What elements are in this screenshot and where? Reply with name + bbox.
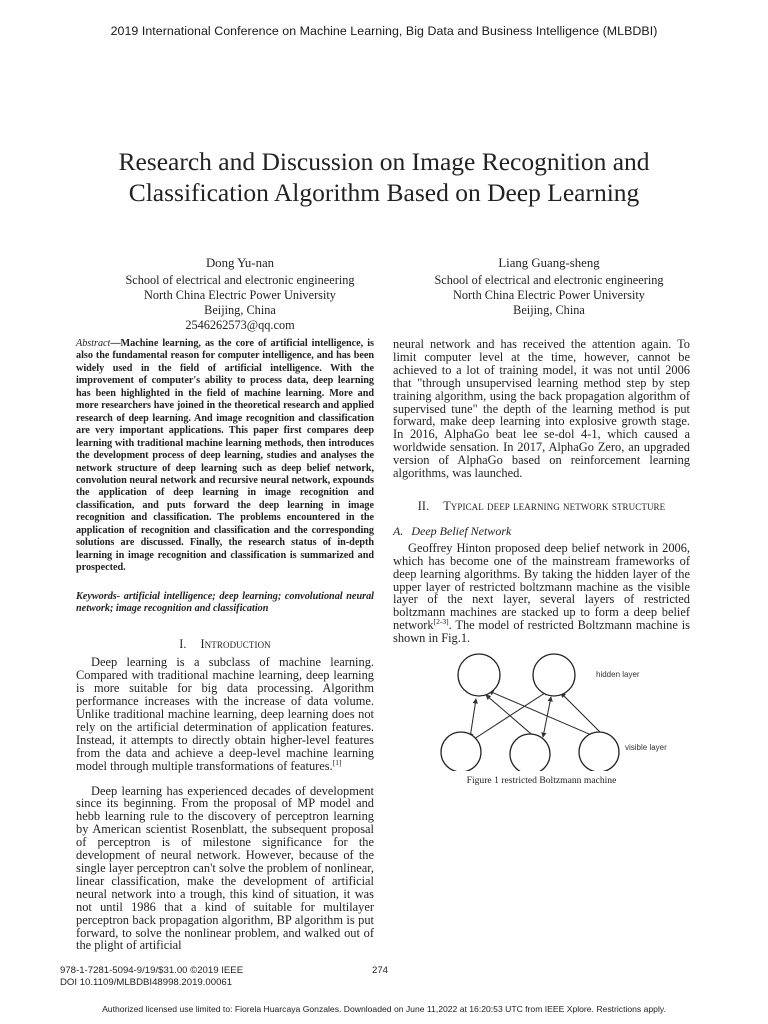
author-email: 2546262573@qq.com <box>185 318 295 332</box>
section-number: I. <box>179 636 187 651</box>
left-column <box>76 338 374 952</box>
figure-rbm <box>393 653 690 771</box>
section-heading-structure <box>393 500 690 513</box>
author-name: Dong Yu-nan <box>205 256 275 270</box>
conference-header: 2019 International Conference on Machine Learning, Big Data and Business Intelligence (MLBDBI) <box>110 24 658 38</box>
author-block-1 <box>60 256 420 333</box>
author-univ: North China Electric Power University <box>453 288 645 302</box>
paragraph-text: Geoffrey Hinton proposed deep belief network in 2006, which has become one of the mainstream frameworks of deep learning algorithms. By taking the hidden layer of the upper layer of restricted boltzmann machine as the visible layer of the next layer, several layers of restricted boltzmann machines are stacked up to form a deep belief network <box>393 540 690 633</box>
paragraph-text: Deep learning is a subclass of machine learning. Compared with traditional machine learning, deep learning is more suitable for big data processing. Algorithm performance increases with the increase of data volume. Unlike traditional machine learning, deep learning does not rely on the artificial determination of application features. Instead, it attempts to directly obtain higher-level features from the data and achieve a deep-level machine learning model through multiple transformations of features. <box>76 655 374 773</box>
author-dept: School of electrical and electronic engineering <box>434 273 664 287</box>
rbm-diagram <box>393 653 690 771</box>
edge <box>489 691 603 740</box>
hidden-layer-label: hidden layer <box>596 670 640 680</box>
footer-copyright <box>60 965 243 988</box>
paragraph-text: neural network and has received the attention again. To limit computer level at the time, however, cannot be achieved to a lot of training model, it was not until 2006 that "through unsupervised learning method step by step training algorithm, using the back propagation algorithm of supervised tune" the depth of the learning method is put forward, make deep learning into explosive growth stage. In 2016, AlphaGo beat lee se-dol 4-1, which caused a worldwide sensation. In 2017, AlphaGo Zero, an upgraded version of AlphaGo based on reinforcement learning algorithms, was launched. <box>393 337 690 481</box>
subsection-heading <box>393 525 690 538</box>
connections <box>470 691 605 741</box>
paragraph-text-tail: . The model of restricted Boltzmann machine is shown in Fig.1. <box>393 618 690 646</box>
hidden-node <box>458 654 500 696</box>
subsection-title: Deep Belief Network <box>411 523 512 538</box>
title-line-1: Research and Discussion on Image Recognition and <box>118 147 650 176</box>
abstract-text: Machine learning, as the core of artificial intelligence, is also the fundamental reason for computer intelligence, and has been widely used in the field of artificial intelligence. With the improvement of computer's ability to process data, deep learning has been highlighted in the field of machine learning. More and more researchers have joined in the theoretical research and applied research of deep learning. And image recognition and classification are very important applications. This paper first compares deep learning with traditional machine learning methods, then introduces the development process of deep learning, studies and analyses the network structure of deep learning such as deep belief network, convolution neural network and recursive neural network, expounds the application of deep learning in image recognition and classification, and puts forward the deep learning in image recognition and classification. The problems encountered in the application of recognition and classification and the corresponding solutions are discussed. Finally, the research status of in-depth learning in image recognition and classification is summarized and prospected. <box>76 338 374 574</box>
author-city: Beijing, China <box>513 303 585 317</box>
keywords <box>76 591 374 616</box>
citation: [1] <box>332 757 342 767</box>
footer-doi: DOI 10.1109/MLBDBI48998.2019.00061 <box>60 976 233 988</box>
hidden-node <box>533 654 575 696</box>
paragraph <box>76 656 374 772</box>
section-number: II. <box>417 498 430 513</box>
visible-node <box>510 734 550 771</box>
license-notice: Authorized licensed use limited to: Fiorela Huarcaya Gonzales. Downloaded on June 11,2022 at 16:20:53 UTC from IEEE Xplore. Restrictions apply. <box>102 1004 666 1014</box>
visible-node <box>441 732 481 771</box>
paragraph <box>76 785 374 953</box>
page-number: 274 <box>372 965 389 976</box>
visible-node <box>579 732 619 771</box>
paragraph <box>393 338 690 480</box>
author-dept: School of electrical and electronic engineering <box>125 273 355 287</box>
paragraph <box>393 542 690 645</box>
paragraph-text: Deep learning has experienced decades of development since its beginning. From the proposal of MP model and hebb learning rule to the discovery of perceptron learning by American scientist Rosenblatt, the subsequent proposal of perceptron is of milestone significance for the development of neural network. However, because of the single layer perceptron can't solve the problem of nonlinear, linear classification, make the development of artificial neural network into a trough, this kind of situation, it was not until 1986 that a kind of suitable for multilayer perceptron back propagation algorithm, BP algorithm is put forward, to solve the nonlinear problem, and walked out of the plight of artificial <box>76 783 374 953</box>
figure-caption: Figure 1 restricted Boltzmann machine <box>466 775 617 787</box>
title-line-2: Classification Algorithm Based on Deep Learning <box>128 178 640 207</box>
keywords-text: artificial intelligence; deep learning; convolutional neural network; image recognition and classification <box>76 590 374 615</box>
section-title: Introduction <box>200 636 271 651</box>
right-column <box>393 338 690 788</box>
abstract <box>76 338 374 575</box>
keywords-label: Keywords- <box>76 590 121 602</box>
author-univ: North China Electric Power University <box>144 288 336 302</box>
edge <box>486 695 537 739</box>
author-name: Liang Guang-sheng <box>498 256 600 270</box>
section-heading-intro <box>76 638 374 651</box>
edge <box>471 691 548 741</box>
subsection-number: A. <box>393 523 404 538</box>
author-city: Beijing, China <box>204 303 276 317</box>
paper-title <box>40 146 728 208</box>
edge <box>561 693 605 737</box>
section-title: Typical deep learning network structure <box>443 498 666 513</box>
abstract-dash: — <box>110 338 121 349</box>
visible-layer-label: visible layer <box>625 743 667 753</box>
abstract-lead: Abstract <box>76 338 111 349</box>
citation: [2-3] <box>433 617 449 627</box>
footer-isbn: 978-1-7281-5094-9/19/$31.00 ©2019 IEEE <box>60 965 244 976</box>
author-block-2 <box>379 256 719 318</box>
edge <box>470 699 476 738</box>
